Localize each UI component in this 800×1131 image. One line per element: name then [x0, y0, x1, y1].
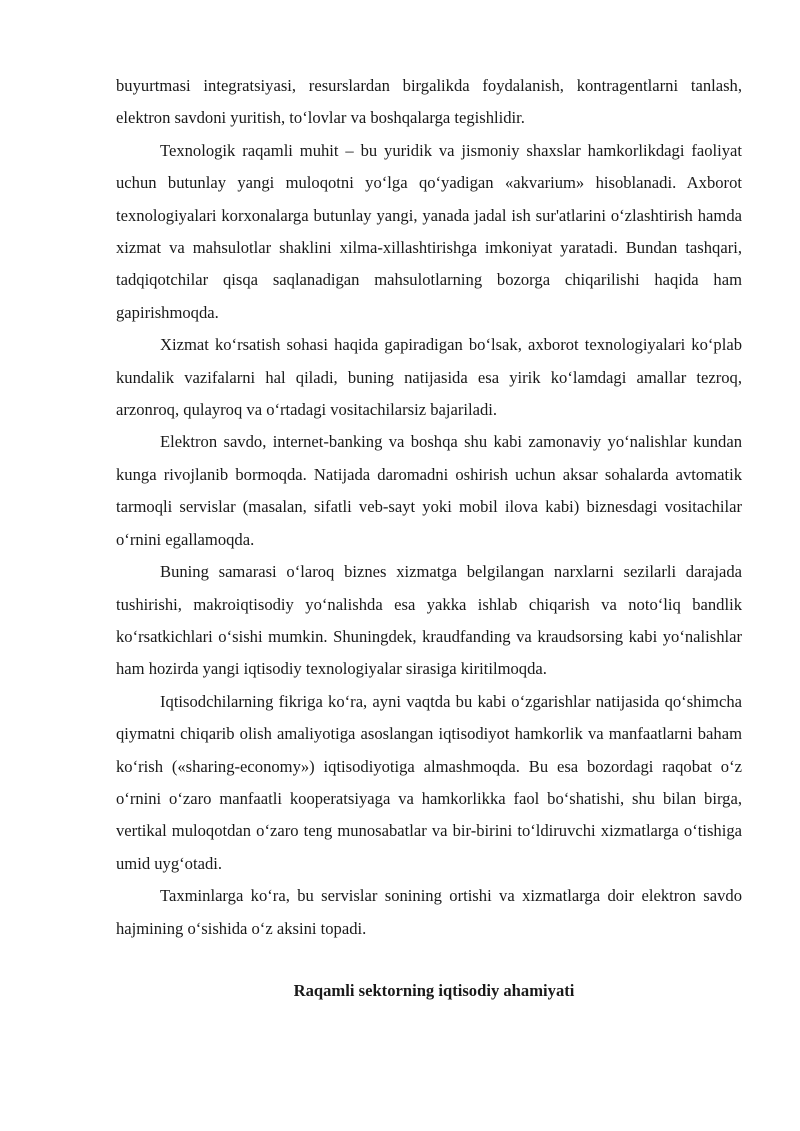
document-page — [116, 70, 742, 1007]
paragraph-digital-environment: Texnologik raqamli muhit – bu yuridik va jismoniy shaxslar hamkorlikdagi faoliyat uchun butunlay yangi muloqotni yo‘lga qo‘yadigan «akvarium» hisoblanadi. Axborot texnologiyalari korxonalarga butunlay yangi, yanada jadal ish sur'atlarini o‘zlashtirish hamda xizmat va mahsulotlar shaklini xilma-xillashtirishga imkoniyat yaratadi. Bundan tashqari, tadqiqotchilar qisqa saqlanadigan mahsulotlarning bozorga chiqarilishi haqida ham gapirishmoqda. — [116, 140, 742, 322]
paragraph-continued: buyurtmasi integratsiyasi, resurslardan birgalikda foydalanish, kontragentlarni tanlash, elektron savdoni yuritish, to‘lovlar va boshqalarga tegishlidir. — [116, 76, 742, 128]
section-heading: Raqamli sektorning iqtisodiy ahamiyati — [293, 980, 575, 1000]
paragraph-service-sector: Xizmat ko‘rsatish sohasi haqida gapiradigan bo‘lsak, axborot texnologiyalari ko‘plab kundalik vazifalarni hal qiladi, buning natijasida esa yirik ko‘lamdagi amallar tezroq, arzonroq, qulayroq va o‘rtadagi vositachilarsiz bajariladi. — [116, 335, 742, 420]
paragraph-business-effects: Buning samarasi o‘laroq biznes xizmatga belgilangan narxlarni sezilarli darajada tushirishi, makroiqtisodiy yo‘nalishda esa yakka ishlab chiqarish va noto‘liq bandlik ko‘rsatkichlari o‘sishi mumkin. Shuningdek, kraudfanding va kraudsorsing kabi yo‘nalishlar ham hozirda yangi iqtisodiy texnologiyalar sirasiga kiritilmoqda. — [116, 562, 742, 679]
paragraph-sharing-economy: Iqtisodchilarning fikriga ko‘ra, ayni vaqtda bu kabi o‘zgarishlar natijasida qo‘shimcha qiymatni chiqarib olish amaliyotiga asoslangan iqtisodiyot hamkorlik va manfaatlarni baham ko‘rish («sharing-economy») iqtisodiyotiga almashmoqda. Bu esa bozordagi raqobat o‘z o‘rnini o‘zaro manfaatli kooperatsiyaga va hamkorlikka faol bo‘shatishi, shu bilan birga, vertikal muloqotdan o‘zaro teng munosabatlar va bir-birini to‘ldiruvchi xizmatlarga o‘tishiga umid uyg‘otadi. — [116, 691, 742, 873]
paragraph-forecasts: Taxminlarga ko‘ra, bu servislar sonining ortishi va xizmatlarga doir elektron savdo hajmining o‘sishida o‘z aksini topadi. — [116, 886, 742, 938]
paragraph-e-commerce: Elektron savdo, internet-banking va boshqa shu kabi zamonaviy yo‘nalishlar kundan kunga rivojlanib bormoqda. Natijada daromadni oshirish uchun aksar sohalarda avtomatik tarmoqli servislar (masalan, sifatli veb-sayt yoki mobil ilova kabi) biznesdagi vositachilar o‘rnini egallamoqda. — [116, 432, 742, 549]
